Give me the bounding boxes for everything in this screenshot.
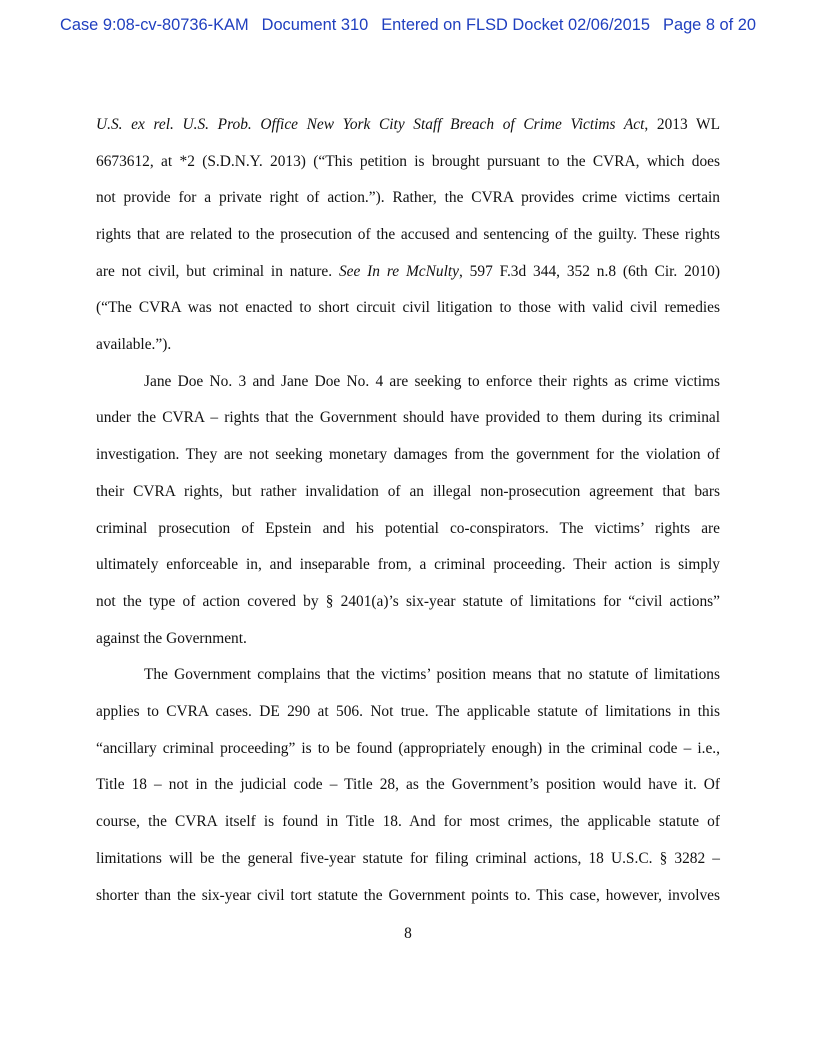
text-line: [96, 115, 720, 135]
text-line: The Government complains that the victims’ position means that no statute of limitations: [144, 666, 720, 683]
text-line: Title 18 – not in the judicial code – Title 28, as the Government’s position would have it. Of: [96, 776, 720, 793]
text-span: , 2013 WL: [644, 116, 720, 133]
text-line: under the CVRA – rights that the Government should have provided to them during its criminal: [96, 409, 720, 426]
text-line: (“The CVRA was not enacted to short circuit civil litigation to those with valid civil remedies: [96, 299, 720, 316]
text-line: Jane Doe No. 3 and Jane Doe No. 4 are seeking to enforce their rights as crime victims: [144, 373, 720, 390]
text-line: “ancillary criminal proceeding” is to be found (appropriately enough) in the criminal code – i.e.,: [96, 740, 720, 757]
text-line: criminal prosecution of Epstein and his potential co-conspirators. The victims’ rights are: [96, 520, 720, 537]
text-line: limitations will be the general five-year statute for filing criminal actions, 18 U.S.C. § 3282 –: [96, 850, 720, 867]
header-document-number: Document 310: [261, 16, 369, 34]
text-line: rights that are related to the prosecution of the accused and sentencing of the guilty. These rights: [96, 226, 720, 243]
case-citation-title: See In re McNulty: [338, 263, 459, 280]
text-line: against the Government.: [96, 630, 247, 647]
header-page-count: Page 8 of 20: [663, 16, 756, 34]
header-case-number: Case 9:08-cv-80736-KAM: [60, 16, 249, 34]
text-line: 6673612, at *2 (S.D.N.Y. 2013) (“This petition is brought pursuant to the CVRA, which does: [96, 153, 720, 170]
text-line: ultimately enforceable in, and inseparable from, a criminal proceeding. Their action is simply: [96, 556, 720, 573]
page-number: 8: [404, 925, 412, 942]
header-entered-date: Entered on FLSD Docket 02/06/2015: [381, 16, 651, 34]
text-span: , 597 F.3d 344, 352 n.8 (6th Cir. 2010): [458, 263, 721, 280]
docket-header: [0, 16, 816, 35]
text-line: not the type of action covered by § 2401(a)’s six-year statute of limitations for “civil actions”: [96, 593, 720, 610]
text-line: available.”).: [96, 336, 172, 353]
text-line: [96, 262, 720, 282]
text-line: not provide for a private right of action.”). Rather, the CVRA provides crime victims certain: [96, 189, 720, 206]
text-line: course, the CVRA itself is found in Title 18. And for most crimes, the applicable statute of: [96, 813, 720, 830]
text-span: are not civil, but criminal in nature.: [96, 263, 339, 280]
text-line: shorter than the six-year civil tort statute the Government points to. This case, however, involves: [96, 887, 720, 904]
text-line: applies to CVRA cases. DE 290 at 506. Not true. The applicable statute of limitations in this: [96, 703, 720, 720]
text-line: investigation. They are not seeking monetary damages from the government for the violation of: [96, 446, 720, 463]
text-line: their CVRA rights, but rather invalidation of an illegal non-prosecution agreement that bars: [96, 483, 720, 500]
case-citation-title: U.S. ex rel. U.S. Prob. Office New York City Staff Breach of Crime Victims Act: [96, 116, 645, 133]
